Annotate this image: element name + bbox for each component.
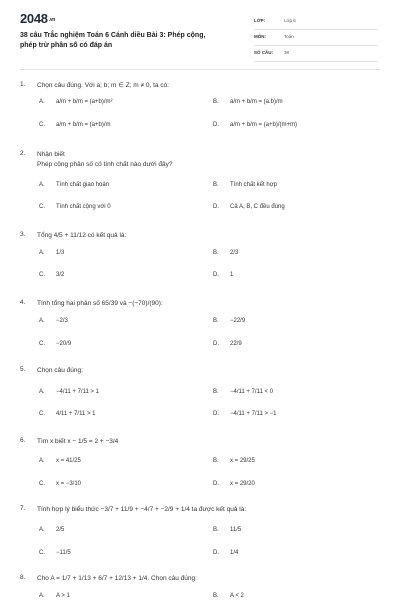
question-stem: Chọn câu đúng. Với a; b; m ∈ Z; m ≠ 0, ta có: bbox=[37, 82, 169, 89]
meta-row-class bbox=[254, 16, 378, 30]
option-d[interactable]: D. Cả A, B, C đều đúng bbox=[213, 204, 285, 210]
option-d[interactable]: D. 1/4 bbox=[213, 550, 239, 556]
question-number: 4. bbox=[20, 299, 26, 306]
question-number: 5. bbox=[20, 366, 26, 373]
meta-row-count bbox=[254, 48, 378, 62]
option-b[interactable]: B. 2/3 bbox=[213, 250, 239, 256]
option-b[interactable]: B. x = 29/25 bbox=[213, 458, 255, 464]
option-c[interactable]: C. 3/2 bbox=[39, 272, 65, 278]
option-d[interactable]: D. 22/9 bbox=[213, 341, 242, 347]
meta-key: SỐ CÂU: bbox=[254, 50, 273, 55]
option-a[interactable]: A. x = 41/25 bbox=[39, 458, 81, 464]
question-number: 8. bbox=[20, 574, 26, 581]
option-a[interactable]: A. 2/5 bbox=[39, 527, 65, 533]
option-d[interactable]: D. −4/11 + 7/11 > −1 bbox=[213, 411, 277, 417]
page-title: 38 câu Trắc nghiệm Toán 6 Cánh diều Bài 3: Phép cộng, phép trừ phân số có đáp án bbox=[20, 32, 206, 49]
meta-key: MÔN: bbox=[254, 34, 266, 39]
option-c[interactable]: C. a/m + b/m = (a+b)/m bbox=[39, 122, 111, 128]
question-number: 7. bbox=[20, 505, 26, 512]
option-b[interactable]: B. A < 2 bbox=[213, 593, 244, 599]
option-a[interactable]: A. A > 1 bbox=[39, 593, 70, 599]
option-c[interactable]: C. x = −3/10 bbox=[39, 481, 82, 487]
option-a[interactable]: A. −2/3 bbox=[39, 318, 68, 324]
option-b[interactable]: B. Tính chất kết hợp bbox=[213, 182, 277, 188]
option-a[interactable]: A. a/m + b/m = (a+b)/m² bbox=[39, 99, 113, 105]
option-b[interactable]: B. a/m + b/m = (a.b)/m bbox=[213, 99, 283, 105]
meta-key: LỚP: bbox=[254, 18, 266, 23]
question-number: 6. bbox=[20, 437, 26, 444]
question-stem: Tính tổng hai phân số 65/39 và −(−70)/(90): bbox=[37, 300, 163, 307]
meta-row-subject bbox=[254, 32, 378, 46]
question-stem: Tìm x biết x − 1/5 = 2 + −3/4 bbox=[37, 438, 119, 445]
option-b[interactable]: B. −22/9 bbox=[213, 318, 246, 324]
option-c[interactable]: C. 4/11 + 7/11 > 1 bbox=[39, 411, 96, 417]
option-c[interactable]: C. −11/5 bbox=[39, 550, 71, 556]
question-number: 3. bbox=[20, 231, 26, 238]
site-logo[interactable]: 2048.vn bbox=[20, 11, 56, 26]
question-stem: Tính hợp lý biểu thức −3/7 + 11/9 + −4/7 + −2/9 + 1/4 ta được kết quả là: bbox=[37, 506, 247, 513]
meta-value: Lớp 6 bbox=[284, 18, 296, 23]
option-d[interactable]: D. a/m + b/m = (a+b)/(m+m) bbox=[213, 122, 298, 128]
meta-box bbox=[254, 16, 378, 64]
question-number: 2. bbox=[20, 150, 26, 157]
question-stem-line2: Phép cộng phân số có tính chất nào dưới đây? bbox=[37, 161, 173, 168]
question-stem: Nhận biết bbox=[37, 151, 65, 158]
header-divider bbox=[20, 69, 380, 70]
option-a[interactable]: A. 1/3 bbox=[39, 250, 65, 256]
question-stem: Chọn câu đúng: bbox=[37, 367, 83, 374]
option-b[interactable]: B. 11/5 bbox=[213, 527, 242, 533]
option-a[interactable]: A. Tính chất giao hoán bbox=[39, 182, 110, 188]
option-c[interactable]: C. −20/9 bbox=[39, 341, 72, 347]
question-stem: Cho A = 1/7 + 1/13 + 6/7 + 12/13 + 1/4. Chọn câu đúng: bbox=[37, 575, 197, 582]
option-d[interactable]: D. 1 bbox=[213, 272, 234, 278]
option-a[interactable]: A. −4/11 + 7/11 > 1 bbox=[39, 389, 99, 395]
meta-value: 38 bbox=[284, 50, 290, 55]
question-number: 1. bbox=[20, 81, 26, 88]
option-b[interactable]: B. −4/11 + 7/11 < 0 bbox=[213, 389, 273, 395]
meta-value: Toán bbox=[284, 34, 294, 39]
option-c[interactable]: C. Tính chất cộng với 0 bbox=[39, 204, 111, 210]
option-d[interactable]: D. x = 29/20 bbox=[213, 481, 255, 487]
question-stem: Tổng 4/5 + 11/12 có kết quả là: bbox=[37, 232, 127, 239]
